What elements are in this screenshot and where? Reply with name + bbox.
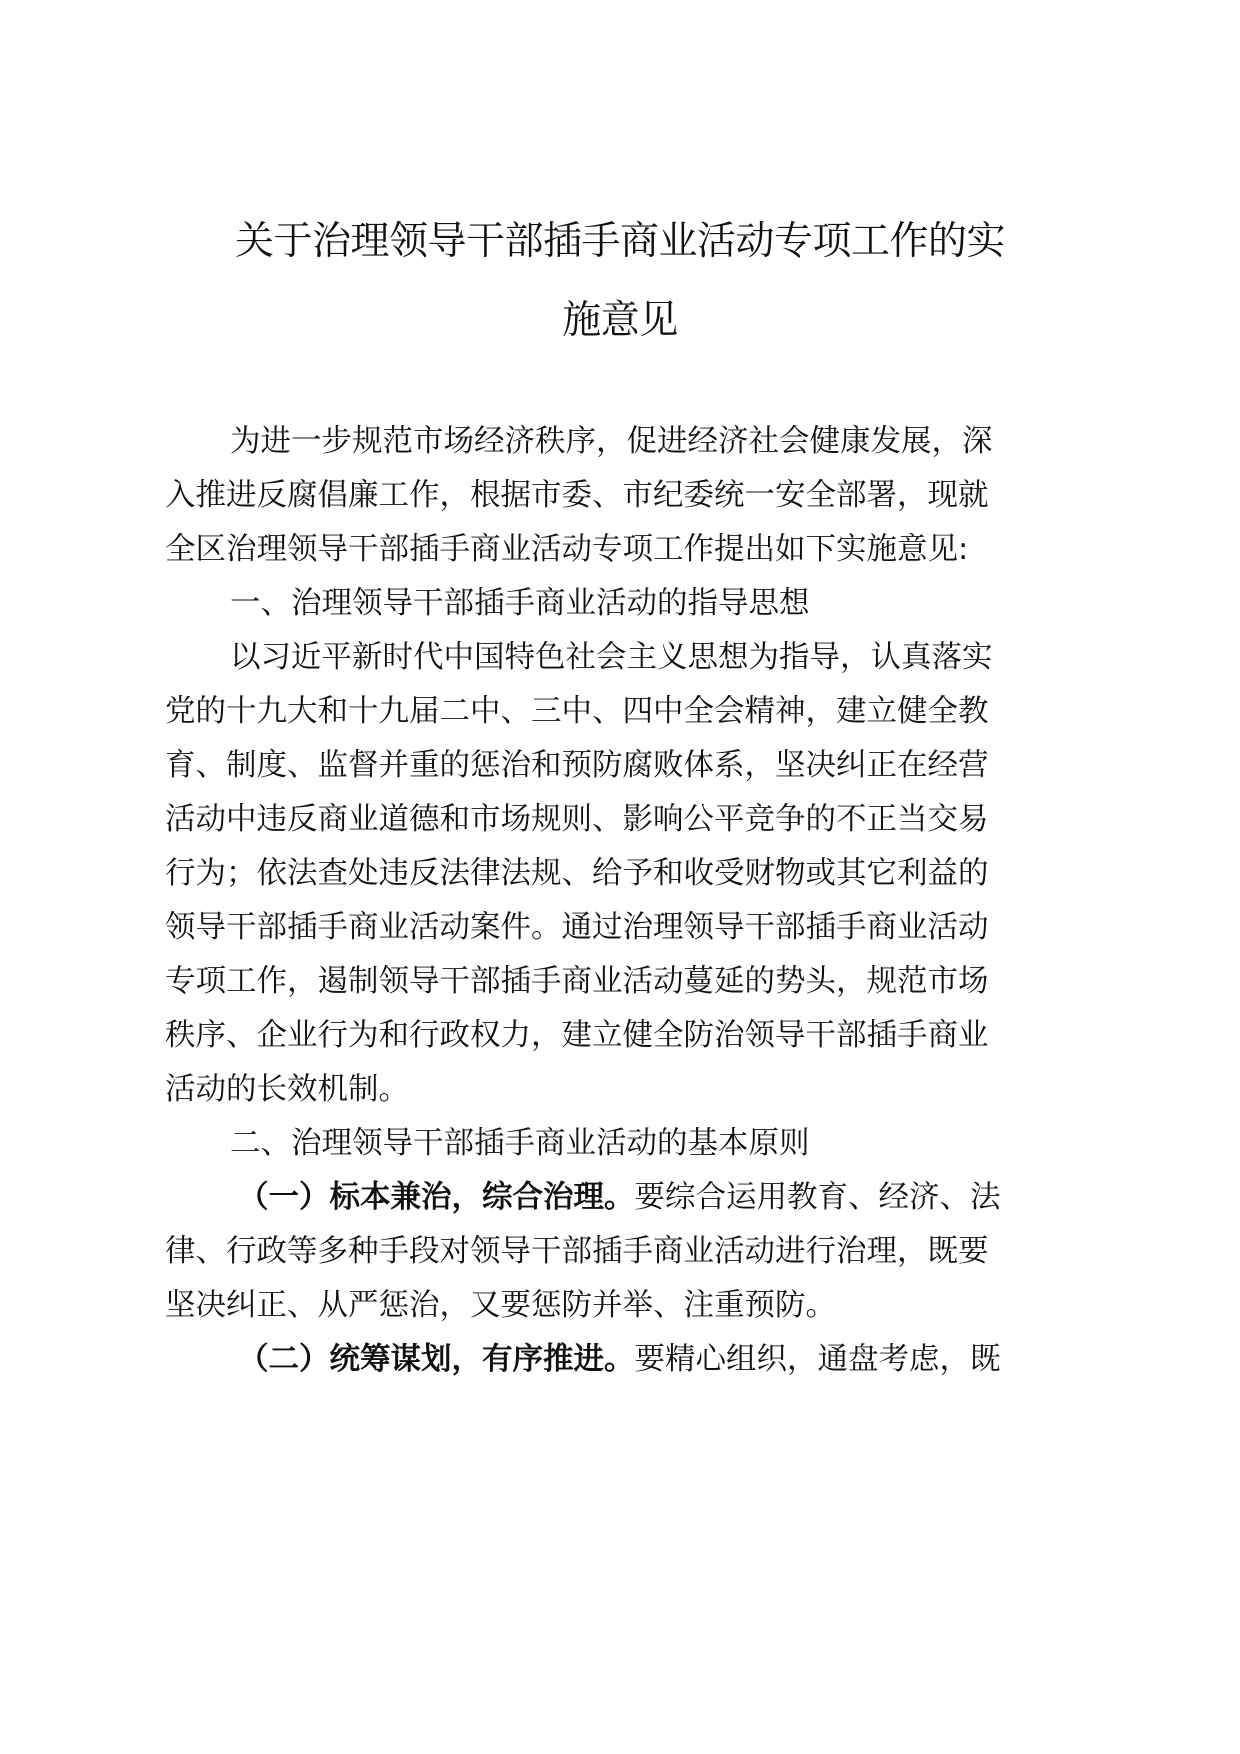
- guiding-paragraph-line: 以习近平新时代中国特色社会主义思想为指导，认真落实: [230, 640, 993, 675]
- guiding-paragraph-line: 领导干部插手商业活动案件。通过治理领导干部插手商业活动: [165, 910, 989, 945]
- principle-2-heading: （二）统筹谋划，有序推进。: [238, 1342, 635, 1377]
- principle-1-line: 坚决纠正、从严惩治，又要惩防并举、注重预防。: [165, 1288, 836, 1323]
- section-heading-1: 一、治理领导干部插手商业活动的指导思想: [230, 586, 810, 621]
- guiding-paragraph-line: 育、制度、监督并重的惩治和预防腐败体系，坚决纠正在经营: [165, 748, 989, 783]
- intro-paragraph-line: 为进一步规范市场经济秩序，促进经济社会健康发展，深: [230, 424, 993, 459]
- guiding-paragraph-line: 专项工作，遏制领导干部插手商业活动蔓延的势头，规范市场: [165, 964, 989, 999]
- document-title-line-1: 关于治理领导干部插手商业活动专项工作的实: [234, 219, 1005, 264]
- section-heading-2: 二、治理领导干部插手商业活动的基本原则: [230, 1126, 810, 1161]
- guiding-paragraph-line: 行为；依法查处违反法律法规、给予和收受财物或其它利益的: [165, 856, 989, 891]
- guiding-paragraph-line: 活动中违反商业道德和市场规则、影响公平竞争的不正当交易: [165, 802, 989, 837]
- principle-1-text: 要综合运用教育、经济、法: [634, 1180, 1001, 1215]
- intro-paragraph-line: 全区治理领导干部插手商业活动专项工作提出如下实施意见:: [165, 532, 969, 567]
- principle-1-first-line: [238, 1178, 1090, 1218]
- guiding-paragraph-line: 秩序、企业行为和行政权力，建立健全防治领导干部插手商业: [165, 1018, 989, 1053]
- principle-1-line: 律、行政等多种手段对领导干部插手商业活动进行治理，既要: [165, 1234, 989, 1269]
- guiding-paragraph-line: 活动的长效机制。: [165, 1072, 409, 1107]
- principle-2-first-line: [238, 1340, 1090, 1380]
- principle-2-text: 要精心组织，通盘考虑，既: [634, 1342, 1001, 1377]
- principle-1-heading: （一）标本兼治，综合治理。: [238, 1180, 635, 1215]
- guiding-paragraph-line: 党的十九大和十九届二中、三中、四中全会精神，建立健全教: [165, 694, 989, 729]
- document-title-line-2: 施意见: [562, 298, 678, 343]
- intro-paragraph-line: 入推进反腐倡廉工作，根据市委、市纪委统一安全部署，现就: [165, 478, 989, 513]
